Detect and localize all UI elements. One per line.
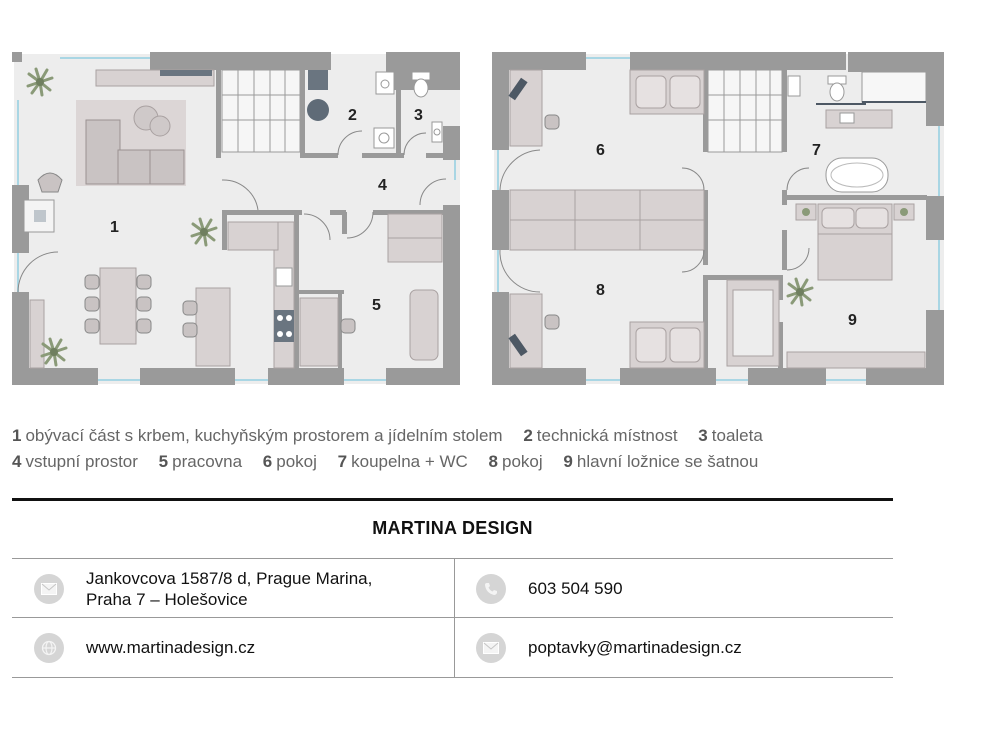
study-sofa <box>410 290 438 360</box>
room-number-5: 5 <box>372 297 381 314</box>
room-number-8: 8 <box>596 282 605 299</box>
legend-item: 8 pokoj <box>488 452 543 471</box>
dining-table <box>100 268 136 344</box>
legend-item: 7 koupelna + WC <box>337 452 468 471</box>
room-legend-line-1 <box>12 426 779 446</box>
room-number-9: 9 <box>848 312 857 329</box>
room-number-4: 4 <box>378 177 387 194</box>
email-cell <box>476 619 742 677</box>
globe-icon <box>34 633 64 663</box>
website-cell <box>34 619 255 677</box>
double-bed <box>818 204 892 280</box>
shower <box>862 72 926 102</box>
room-number-2: 2 <box>348 107 357 124</box>
address <box>86 568 372 610</box>
legend-item: 4 vstupní prostor <box>12 452 138 471</box>
room-number-7: 7 <box>812 142 821 159</box>
company-name: MARTINA DESIGN <box>372 518 533 538</box>
bench <box>30 300 44 368</box>
phone-icon <box>476 574 506 604</box>
room-number-6: 6 <box>596 142 605 159</box>
bed-6 <box>630 70 704 114</box>
tv <box>160 70 212 76</box>
bed-8 <box>630 322 704 368</box>
legend-item: 9 hlavní ložnice se šatnou <box>563 452 759 471</box>
divider <box>12 617 893 618</box>
address-line-1: Jankovcova 1587/8 d, Prague Marina, <box>86 568 373 588</box>
vanity <box>826 110 892 128</box>
divider <box>12 558 893 559</box>
legend-item: 5 pracovna <box>158 452 243 471</box>
kitchen-counter-top <box>228 222 278 250</box>
room-number-1: 1 <box>110 219 119 236</box>
toilet-tech <box>374 128 394 148</box>
kitchen-island <box>196 288 230 366</box>
bath-sink-small <box>788 76 800 96</box>
legend-item: 1 obývací část s krbem, kuchyňským prostorem a jídelním stolem <box>12 426 503 445</box>
legend-item: 6 pokoj <box>262 452 317 471</box>
cooktop <box>274 310 294 342</box>
sink-tech <box>376 72 394 94</box>
dresser <box>787 352 925 368</box>
phone-number[interactable]: 603 504 590 <box>528 578 623 598</box>
website-link[interactable]: www.martinadesign.cz <box>86 638 256 657</box>
divider <box>12 677 893 678</box>
armchair <box>38 173 62 192</box>
desk-8 <box>510 294 542 368</box>
room-legend-line-2 <box>12 452 774 472</box>
address-cell <box>34 560 372 617</box>
column-divider <box>454 558 455 677</box>
kitchen-sink <box>276 268 292 286</box>
wardrobes <box>510 190 704 250</box>
desk <box>300 298 338 366</box>
toilet-sink <box>432 122 442 142</box>
legend-item: 2 technická místnost <box>523 426 678 445</box>
water-tank <box>307 99 329 121</box>
phone-cell <box>476 560 623 617</box>
coffee-table-2 <box>150 116 170 136</box>
mail-icon <box>476 633 506 663</box>
mail-icon <box>34 574 64 604</box>
legend-item: 3 toaleta <box>698 426 763 445</box>
divider-thick <box>12 498 893 501</box>
email-link[interactable]: poptavky@martinadesign.cz <box>528 638 742 657</box>
staircase-first <box>708 70 782 152</box>
address-line-2: Praha 7 – Holešovice <box>86 589 248 609</box>
ground-floor-plan <box>12 52 460 385</box>
first-floor-plan <box>492 52 944 385</box>
boiler <box>308 70 328 90</box>
staircase-ground <box>222 70 300 152</box>
room-number-3: 3 <box>414 107 423 124</box>
